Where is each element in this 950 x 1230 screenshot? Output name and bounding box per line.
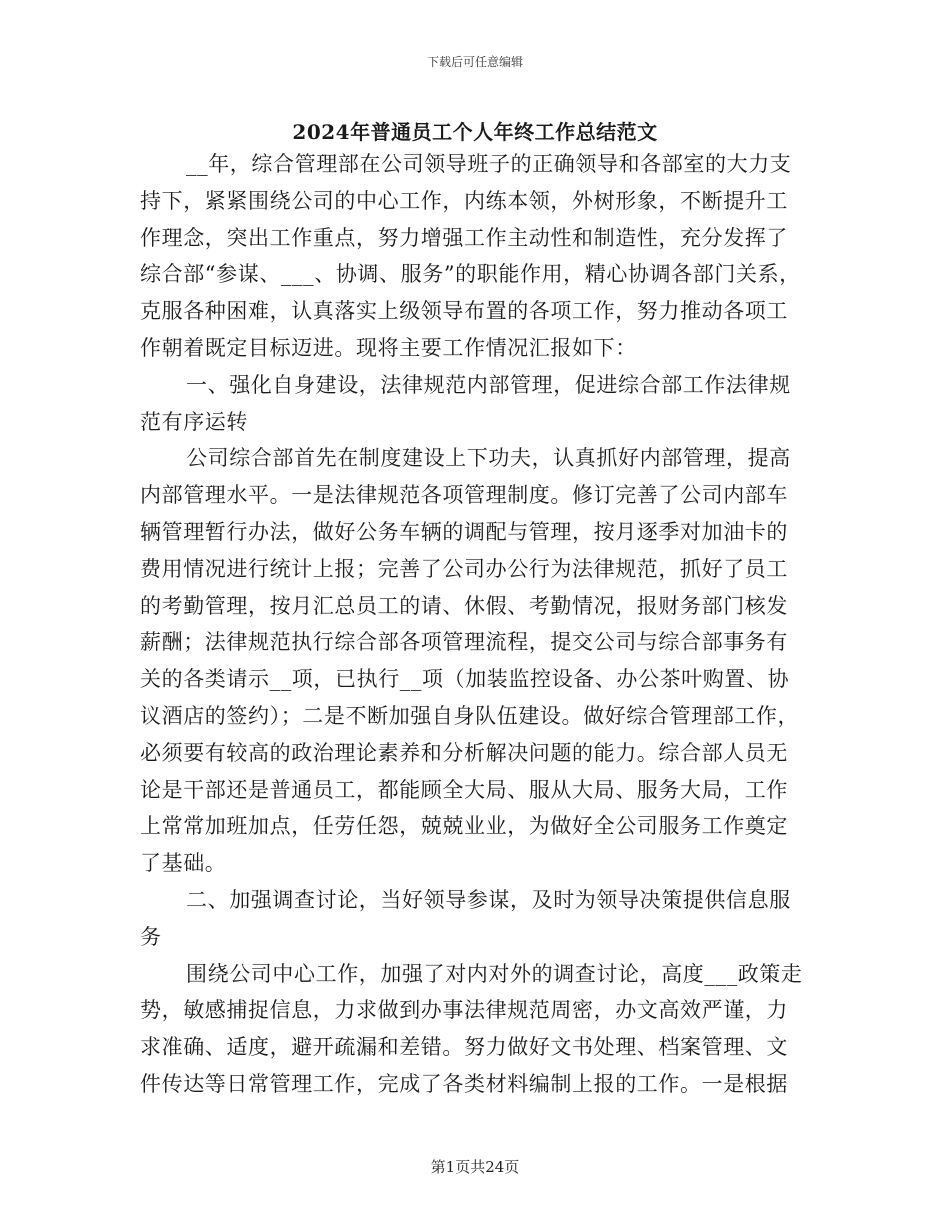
body-line: __年，综合管理部在公司领导班子的正确领导和各部室的大力支 xyxy=(186,152,792,176)
page-footer: 第1页共24页 xyxy=(430,1158,520,1176)
body-line: 综合部“参谋、___、协调、服务”的职能作用，精心协调各部门关系， xyxy=(140,262,801,287)
body-line: 二、加强调查讨论，当好领导参谋，及时为领导决策提供信息服 xyxy=(186,887,791,912)
document-title: 2024年普通员工个人年终工作总结范文 xyxy=(292,120,658,144)
body-line: 了基础。 xyxy=(140,851,227,876)
body-line: 上常常加班加点，任劳任怨，兢兢业业，为做好全公司服务工作奠定 xyxy=(140,814,788,839)
body-line: 关的各类请示__项，已执行__项（加装监控设备、办公茶叶购置、协 xyxy=(140,667,790,692)
body-line: 势，敏感捕捉信息，力求做到办事法律规范周密，办文高效严谨，力 xyxy=(140,998,788,1023)
body-line: 公司综合部首先在制度建设上下功夫，认真抓好内部管理，提高 xyxy=(186,446,791,471)
body-line: 作理念，突出工作重点，努力增强工作主动性和制造性，充分发挥了 xyxy=(140,225,788,250)
body-line: 论是干部还是普通员工，都能顾全大局、服从大局、服务大局，工作 xyxy=(140,777,788,802)
body-line: 务 xyxy=(140,924,162,949)
body-line: 辆管理暂行办法，做好公务车辆的调配与管理，按月逐季对加油卡的 xyxy=(140,519,788,544)
body-line: 薪酬；法律规范执行综合部各项管理流程，提交公司与综合部事务有 xyxy=(140,630,788,655)
body-line: 范有序运转 xyxy=(140,409,248,434)
body-line: 的考勤管理，按月汇总员工的请、休假、考勤情况，报财务部门核发 xyxy=(140,593,788,618)
body-line: 作朝着既定目标迈进。现将主要工作情况汇报如下： xyxy=(140,335,637,360)
body-line: 围绕公司中心工作，加强了对内对外的调查讨论，高度___政策走 xyxy=(186,961,803,986)
body-line: 持下，紧紧围绕公司的中心工作，内练本领，外树形象，不断提升工 xyxy=(140,188,788,213)
body-line: 费用情况进行统计上报；完善了公司办公行为法律规范，抓好了员工 xyxy=(140,556,788,581)
body-line: 必须要有较高的政治理论素养和分析解决问题的能力。综合部人员无 xyxy=(140,740,788,765)
body-line: 件传达等日常管理工作，完成了各类材料编制上报的工作。一是根据 xyxy=(140,1071,788,1096)
body-line: 议酒店的签约）；二是不断加强自身队伍建设。做好综合管理部工作， xyxy=(140,703,800,728)
document-body xyxy=(140,146,820,1103)
body-line: 内部管理水平。一是法律规范各项管理制度。修订完善了公司内部车 xyxy=(140,483,788,508)
header-note: 下载后可任意编辑 xyxy=(426,55,523,69)
body-line: 克服各种困难，认真落实上级领导布置的各项工作，努力推动各项工 xyxy=(140,299,788,324)
body-line: 求准确、适度，避开疏漏和差错。努力做好文书处理、档案管理、文 xyxy=(140,1035,788,1060)
body-line: 一、强化自身建设，法律规范内部管理，促进综合部工作法律规 xyxy=(186,372,791,397)
